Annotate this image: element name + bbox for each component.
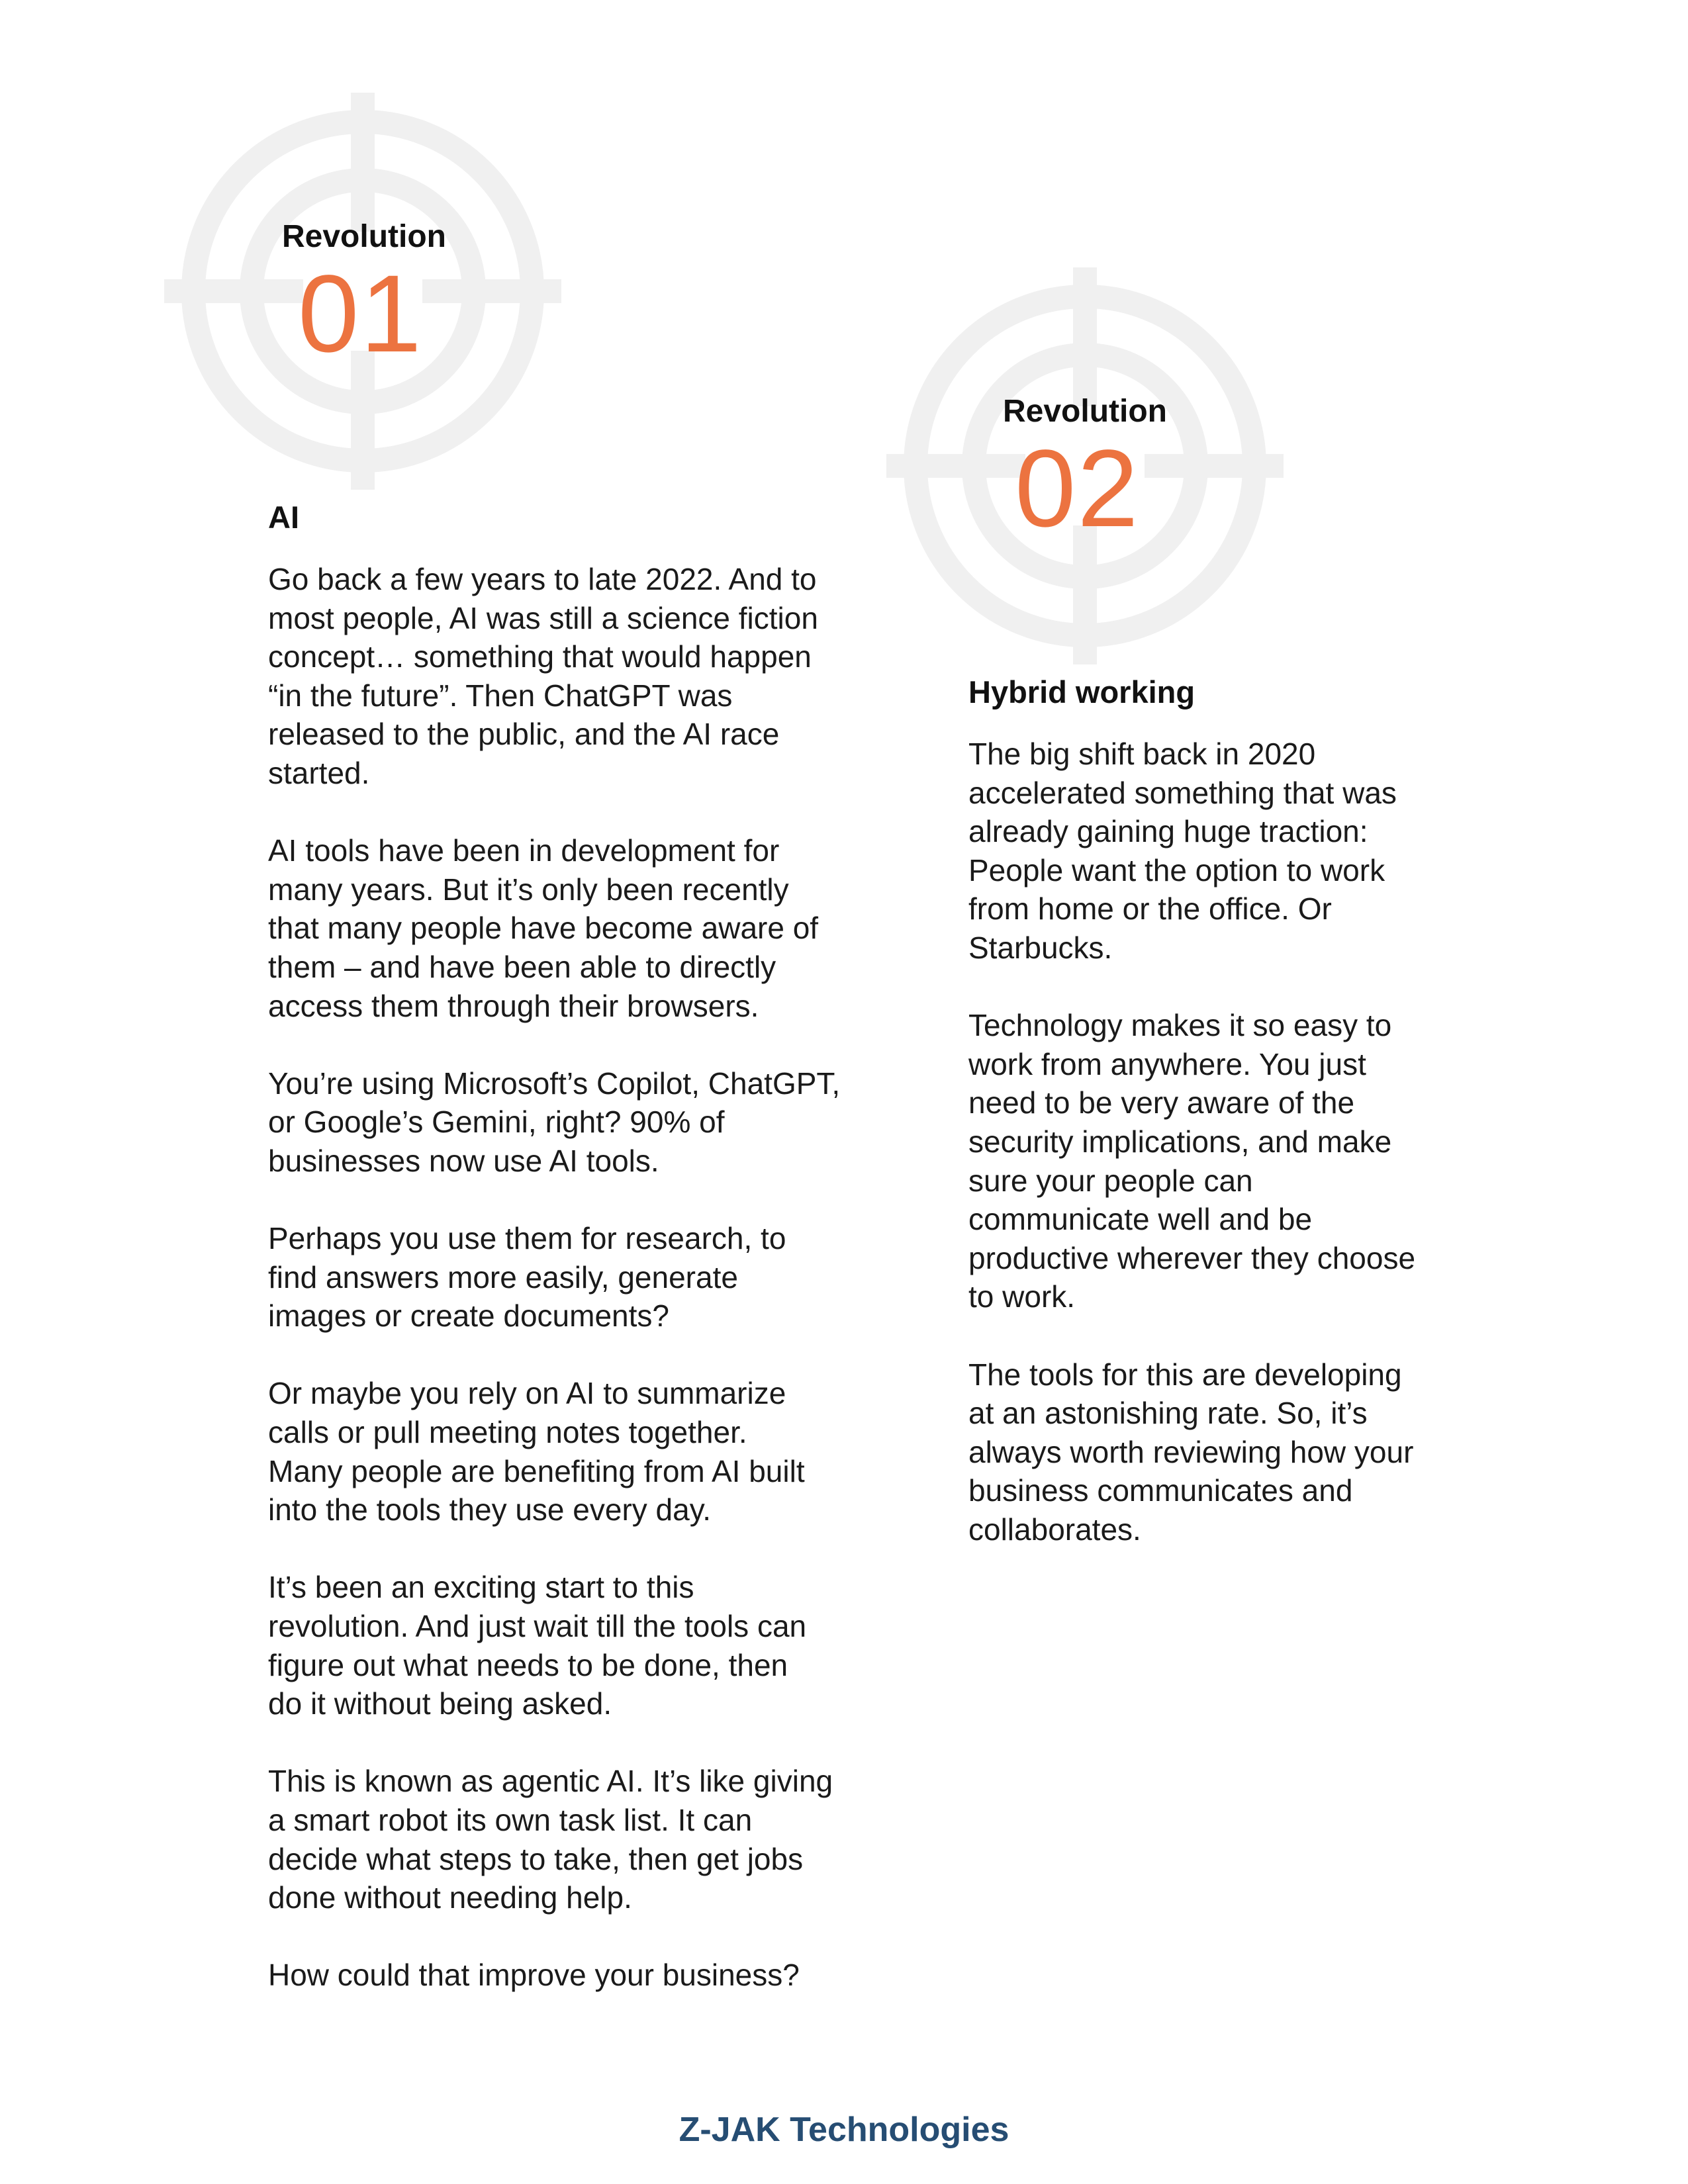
paragraph: Go back a few years to late 2022. And to most people, AI was still a science fiction concept… something that would happen “in the future”. Then ChatGPT was released to the public, and the AI race started. bbox=[268, 562, 818, 790]
paragraph: Technology makes it so easy to work from anywhere. You just need to be very aware of the security implications, and make sure your people can communicate well and be productive wherever they choose to work. bbox=[968, 1008, 1416, 1314]
paragraph: How could that improve your business? bbox=[268, 1958, 800, 1993]
paragraph: The tools for this are developing at an astonishing rate. So, it’s always worth reviewing how your business communicates and collaborates. bbox=[968, 1357, 1414, 1547]
hybrid-working-section bbox=[968, 674, 1538, 1549]
revolution-number: 01 bbox=[298, 253, 423, 375]
paragraph: The big shift back in 2020 accelerated something that was already gaining huge traction: People want the option to work from home or the office. Or Starbucks. bbox=[968, 737, 1397, 965]
paragraph: AI tools have been in development for many years. But it’s only been recently that many people have become aware of them – and have been able to directly access them through their browsers. bbox=[268, 833, 819, 1023]
section-heading: AI bbox=[268, 500, 299, 535]
paragraph: You’re using Microsoft’s Copilot, ChatGPT, or Google’s Gemini, right? 90% of businesses now use AI tools. bbox=[268, 1066, 841, 1178]
revolution-02-badge bbox=[886, 267, 1284, 664]
revolution-number: 02 bbox=[1015, 428, 1140, 550]
revolution-01-badge bbox=[164, 93, 561, 490]
section-heading: Hybrid working bbox=[968, 674, 1196, 709]
paragraph: This is known as agentic AI. It’s like giving a smart robot its own task list. It can decide what steps to take, then get jobs done without needing help. bbox=[268, 1764, 833, 1915]
revolution-label: Revolution bbox=[282, 219, 446, 254]
footer-company-name: Z-JAK Technologies bbox=[679, 2111, 1009, 2149]
paragraph: It’s been an exciting start to this revolution. And just wait till the tools can figure out what needs to be done, then do it without being asked. bbox=[268, 1570, 807, 1721]
paragraph: Or maybe you rely on AI to summarize calls or pull meeting notes together. Many people are benefiting from AI built into the tools they use every day. bbox=[268, 1376, 805, 1527]
revolution-label: Revolution bbox=[1003, 394, 1167, 429]
paragraph: Perhaps you use them for research, to find answers more easily, generate images or create documents? bbox=[268, 1221, 786, 1334]
ai-section bbox=[268, 499, 904, 1995]
